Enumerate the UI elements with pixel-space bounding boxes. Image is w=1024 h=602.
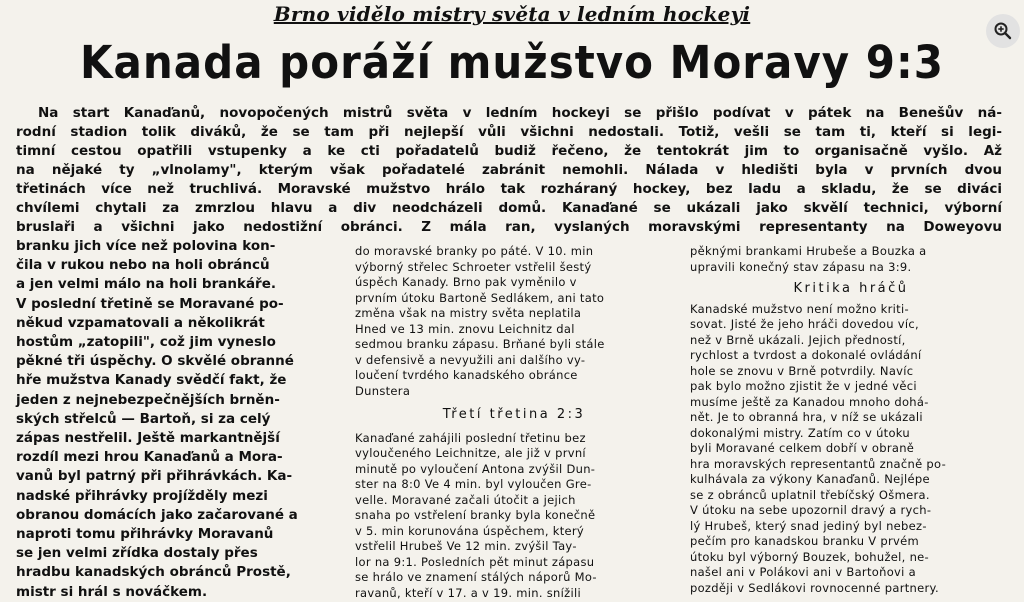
column-line: loučení tvrdého kanadského obránce <box>355 368 578 382</box>
column-line: Dunstera <box>355 383 411 398</box>
column-line: ských střelců — Bartoň, si za celý <box>16 410 271 427</box>
column-line: musíme ještě za Kanadou mnoho dohá- <box>690 394 929 409</box>
column-line: prvním útoku Bartoně Sedlákem, ani tato <box>355 290 605 305</box>
column-3 <box>690 244 1012 596</box>
column-line: pak bylo možno zjistit že v jedné věci <box>690 379 917 393</box>
lead-line: bruslaři a všichni jako nedostižní obránci. Z mála ran, vyslaných moravskými representanty na Doweyovu <box>16 219 1002 235</box>
column-line: hře mužstva Kanady svědčí fakt, že <box>16 372 287 389</box>
column-line: dokonalými mistry. Zatím co v útoku <box>690 425 911 440</box>
column-line: úspěch Kanady. Brno pak vyměnilo v <box>355 275 577 289</box>
column-line: V poslední třetině se Moravané po- <box>16 295 284 312</box>
column-line: pěknými brankami Hrubeše a Bouzka a <box>690 244 927 258</box>
column-line: a jen velmi málo na holi brankáře. <box>16 276 276 293</box>
column-line: mistr si hrál s nováčkem. <box>16 583 208 600</box>
column-line: čila v rukou nebo na holi obránců <box>16 257 270 274</box>
column-line: pěkné tři úspěchy. O skvělé obranné <box>16 353 294 370</box>
column-line: našel ani v Polákovi ani v Bartoňovi a <box>690 565 916 579</box>
column-line: zápas nestřelil. Ještě markantnější <box>16 430 280 447</box>
column-line: než v Brně ukázali. Jejich předností, <box>690 332 906 347</box>
column-line: ravanů, kteří v 17. a v 19. min. snížili <box>355 585 581 600</box>
section-heading-player-critique: Kritika hráčů <box>793 281 909 296</box>
column-line: velle. Moravané začali útočit a jejich <box>355 492 576 507</box>
column-line: lor na 9:1. Posledních pět minut zápasu <box>355 554 595 569</box>
lead-line: Na start Kanaďanů, novopočených mistrů světa v ledním hockeyi se přišlo podívat v pátek na Benešův ná- <box>38 105 1002 121</box>
column-line: rozdíl mezi hrou Kanaďanů a Mora- <box>16 449 283 466</box>
column-line: nět. Je to obranná hra, v níž se ukázali <box>690 410 923 424</box>
column-line: hradbu kanadských obránců Prostě, <box>16 564 291 581</box>
column-line: se hrálo ve znamení stálých náporů Mo- <box>355 570 597 584</box>
column-line: sedmou branku zápasu. Brňané byli stále <box>355 337 605 351</box>
lead-line: rodní stadion tolik diváků, že se tam při nejlepší vůli všichni nedostali. Totiž, vešli se tam ti, kteří si legi- <box>16 124 1002 140</box>
column-line: vanů byl patrný při přihrávkách. Ka- <box>16 468 293 485</box>
column-line: obranou domácích jako začarované a <box>16 506 298 523</box>
column-line: se z obránců uplatnil třebíčský Ošmera. <box>690 487 930 502</box>
zoom-in-icon <box>993 21 1013 41</box>
column-line: hole se znovu v Brně potvrdily. Navíc <box>690 363 914 378</box>
column-line: vstřelil Hrubeš Ve 12 min. zvýšil Tay- <box>355 539 577 553</box>
column-line: jeden z nejnebezpečnějších brněn- <box>16 391 280 408</box>
column-line: později v Sedlákovi rovnocenné partnery. <box>690 580 939 595</box>
zoom-button[interactable] <box>986 14 1020 48</box>
headline: Kanada poráží mužstvo Moravy 9:3 <box>80 36 944 89</box>
column-line: minutě po vyloučení Antona zvýšil Dun- <box>355 461 596 476</box>
column-line: hostům „zatopili", což jim vyneslo <box>16 334 276 351</box>
column-line: Hned ve 13 min. znovu Leichnitz dal <box>355 321 575 336</box>
column-line: útoku byl výborný Bouzek, bohužel, ne- <box>690 549 930 564</box>
column-line: nadské přihrávky projížděly mezi <box>16 487 268 504</box>
column-line: sovat. Jisté že jeho hráči dovedou víc, <box>690 317 919 331</box>
column-1 <box>16 237 336 602</box>
column-2 <box>355 244 673 601</box>
column-line: lý Hrubeš, který snad jediný byl nebez- <box>690 518 927 533</box>
column-line: pečím pro kanadskou branku V prvém <box>690 534 920 548</box>
column-line: kulhávala za výkony Kanaďanů. Nejlépe <box>690 472 930 486</box>
column-line: někud vzpamatovali a několikrát <box>16 314 265 331</box>
lead-paragraph <box>16 104 1002 237</box>
column-line: v defensivě a nevyužili ani dalšího vy- <box>355 352 586 367</box>
column-line: do moravské branky po páté. V 10. min <box>355 244 594 258</box>
lead-line: chvílemi chytali za zmrzlou hlavu a div neodcházeli domů. Kanaďané se ukázali jako skvělí technici, výborní <box>16 200 1002 216</box>
column-line: snaha po vstřelení branky byla konečně <box>355 508 596 522</box>
column-line: výborný střelec Schroeter vstřelil šestý <box>355 259 592 274</box>
lead-line: timní cestou opatřili vstupenky a ke cti pořadatelů budiž řečeno, že tentokrát jim to organisačně vyšlo. Až <box>16 143 1002 159</box>
column-line: Kanaďané zahájili poslední třetinu bez <box>355 430 586 445</box>
column-line: upravili konečný stav zápasu na 3:9. <box>690 259 912 274</box>
column-line: se jen velmi zřídka dostaly přes <box>16 545 258 562</box>
column-line: rychlost a tvrdost a dokonalé ovládání <box>690 348 922 362</box>
column-line: hra moravských representantů značně po- <box>690 456 947 471</box>
column-line: branku jich více než polovina kon- <box>16 238 276 254</box>
lead-line: na nějaké ty „vlnolamy", kterým však pořadatelé zabránit nemohli. Nálada v hledišti byla v prvních dvou <box>16 162 1002 178</box>
column-line: byli Moravané celkem dobří v obraně <box>690 441 915 455</box>
column-line: změna však na mistry světa neplatila <box>355 306 582 320</box>
column-line: naproti tomu přihrávky Moravanů <box>16 526 274 543</box>
section-heading-third-period: Třetí třetina 2:3 <box>442 407 586 422</box>
column-line: V útoku na sebe upozornil dravý a rych- <box>690 503 932 517</box>
column-line: ster na 8:0 Ve 4 min. byl vyloučen Gre- <box>355 477 592 491</box>
column-line: Kanadské mužstvo není možno kriti- <box>690 301 909 316</box>
lead-line: třetinách více než truchlivá. Moravské mužstvo hrálo tak rozháraný hockey, bez ladu a skladu, že se diváci <box>16 181 1002 197</box>
column-line: v 5. min korunována úspěchem, který <box>355 523 585 538</box>
kicker-subtitle: Brno vidělo mistry světa v ledním hockeyi <box>273 2 751 26</box>
column-line: vyloučeného Leichnitze, ale již v první <box>355 446 586 460</box>
